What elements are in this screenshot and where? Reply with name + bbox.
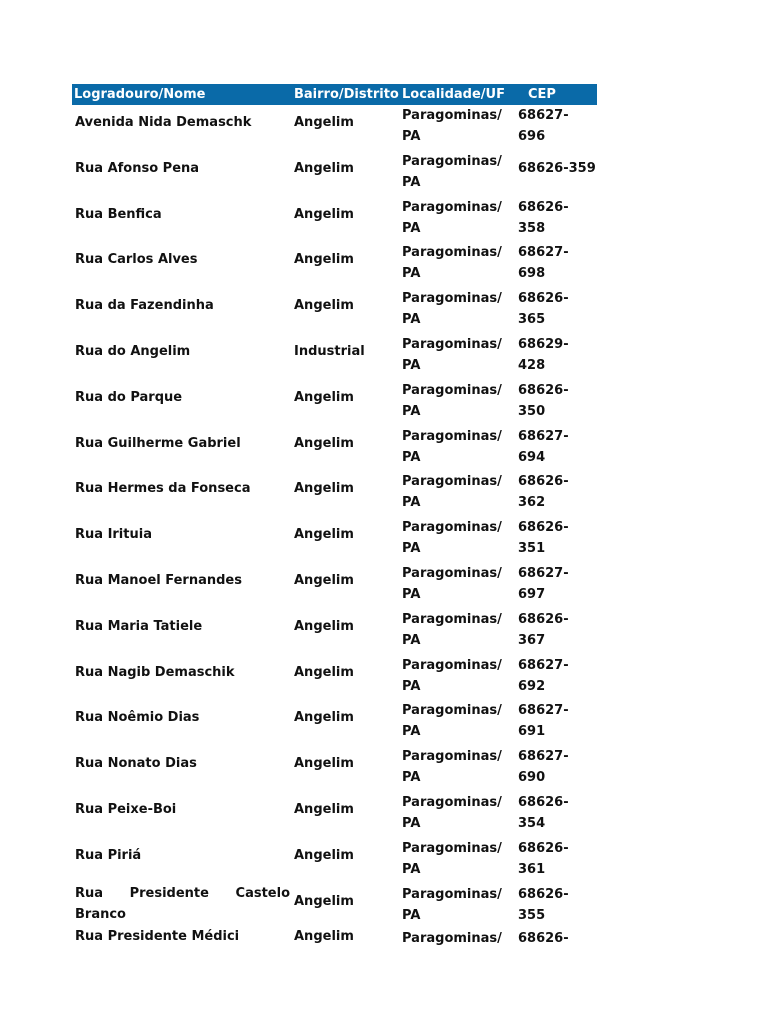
cell-bairro: Angelim <box>294 389 354 405</box>
cell-cep: 68627- 691 <box>518 703 569 740</box>
cell-localidade: Paragominas/ PA <box>402 749 502 786</box>
cell-cep: 68626-359 <box>518 160 596 176</box>
address-table <box>0 105 768 955</box>
cell-localidade: Paragominas/ PA <box>402 474 502 511</box>
cell-localidade: Paragominas/ PA <box>402 382 502 419</box>
cell-localidade: Paragominas/ PA <box>402 703 502 740</box>
cell-bairro: Angelim <box>294 710 354 726</box>
cell-cep: 68626- 354 <box>518 794 569 831</box>
cell-cep: 68626- 365 <box>518 291 569 328</box>
cell-bairro: Angelim <box>294 206 354 222</box>
cell-localidade: Paragominas/ PA <box>402 428 502 465</box>
cell-bairro: Angelim <box>294 929 354 945</box>
cell-logradouro: Rua Nagib Demaschik <box>75 664 235 680</box>
cell-bairro: Angelim <box>294 801 354 817</box>
cell-bairro: Angelim <box>294 527 354 543</box>
cell-localidade: Paragominas/ PA <box>402 245 502 282</box>
cell-localidade: Paragominas/ PA <box>402 657 502 694</box>
table-row <box>0 792 768 838</box>
table-row <box>0 197 768 243</box>
table-row <box>0 334 768 380</box>
cell-cep: 68626- 355 <box>518 886 569 923</box>
cell-localidade: Paragominas/ PA <box>402 291 502 328</box>
cell-logradouro: Rua da Fazendinha <box>75 298 214 314</box>
table-row <box>0 288 768 334</box>
cell-bairro: Angelim <box>294 435 354 451</box>
cell-cep: 68627- 692 <box>518 657 569 694</box>
cell-bairro: Angelim <box>294 160 354 176</box>
table-row <box>0 517 768 563</box>
cell-bairro: Angelim <box>294 893 354 909</box>
header-logradouro: Logradouro/Nome <box>74 87 206 102</box>
cell-logradouro: Rua Benfica <box>75 206 162 222</box>
cell-bairro: Angelim <box>294 481 354 497</box>
cell-bairro: Angelim <box>294 847 354 863</box>
table-row <box>0 838 768 884</box>
cell-bairro: Angelim <box>294 252 354 268</box>
cell-logradouro: Rua do Parque <box>75 389 183 405</box>
cell-localidade: Paragominas/ PA <box>402 565 502 602</box>
table-row <box>0 563 768 609</box>
header-bairro: Bairro/Distrito <box>294 87 399 102</box>
table-row <box>0 609 768 655</box>
cell-bairro: Angelim <box>294 664 354 680</box>
cell-bairro: Angelim <box>294 115 354 130</box>
table-row <box>0 471 768 517</box>
cell-cep: 68626- 351 <box>518 520 569 557</box>
cell-logradouro: Rua Nonato Dias <box>75 756 197 772</box>
table-row <box>0 655 768 701</box>
cell-cep: 68627- 698 <box>518 245 569 282</box>
cell-bairro: Angelim <box>294 618 354 634</box>
cell-localidade: Paragominas/ PA <box>402 199 502 236</box>
cell-logradouro: Rua Afonso Pena <box>75 160 200 176</box>
cell-cep: 68626- <box>518 931 569 947</box>
table-header <box>72 84 597 105</box>
cell-localidade: Paragominas/ PA <box>402 794 502 831</box>
cell-logradouro: Rua do Angelim <box>75 343 191 359</box>
cell-cep: 68627- 694 <box>518 428 569 465</box>
cell-cep: 68626- 350 <box>518 382 569 419</box>
table-row <box>0 700 768 746</box>
cell-logradouro: Rua Irituia <box>75 527 152 543</box>
cell-cep: 68627- 690 <box>518 749 569 786</box>
cell-logradouro: Rua Manoel Fernandes <box>75 572 242 588</box>
cell-logradouro: Rua Maria Tatiele <box>75 618 203 634</box>
cell-localidade: Paragominas/ PA <box>402 520 502 557</box>
table-row <box>0 242 768 288</box>
cell-localidade: Paragominas/ PA <box>402 336 502 373</box>
cell-bairro: Angelim <box>294 756 354 772</box>
cell-logradouro: Rua Guilherme Gabriel <box>75 435 241 451</box>
cell-localidade: Paragominas/ <box>402 931 502 947</box>
cell-logradouro: Rua Piriá <box>75 847 142 863</box>
cell-localidade: Paragominas/ PA <box>402 153 502 190</box>
cell-bairro: Industrial <box>294 343 365 359</box>
cell-bairro: Angelim <box>294 572 354 588</box>
cell-cep: 68626- 358 <box>518 199 569 236</box>
cell-cep: 68626- 362 <box>518 474 569 511</box>
table-row <box>0 380 768 426</box>
cell-localidade: Paragominas/ PA <box>402 840 502 877</box>
cell-logradouro: Rua Noêmio Dias <box>75 710 200 726</box>
table-row <box>0 151 768 197</box>
cell-logradouro: Rua Peixe-Boi <box>75 801 177 817</box>
cell-cep: 68627- 697 <box>518 565 569 602</box>
table-row <box>0 105 768 151</box>
cell-logradouro: Rua Carlos Alves <box>75 252 198 268</box>
cell-logradouro: Rua Presidente Médici <box>75 929 240 945</box>
table-row <box>0 746 768 792</box>
cell-localidade: Paragominas/ PA <box>402 108 502 144</box>
header-cep: CEP <box>528 87 556 102</box>
cell-localidade: Paragominas/ PA <box>402 611 502 648</box>
cell-logradouro: Avenida Nida Demaschk <box>75 115 252 130</box>
cell-logradouro: Rua Presidente Castelo Branco <box>75 885 290 922</box>
cell-bairro: Angelim <box>294 298 354 314</box>
header-localidade: Localidade/UF <box>402 87 505 102</box>
table-row <box>0 426 768 472</box>
cell-cep: 68626- 361 <box>518 840 569 877</box>
cell-cep: 68626- 367 <box>518 611 569 648</box>
cell-localidade: Paragominas/ PA <box>402 886 502 923</box>
cell-cep: 68629- 428 <box>518 336 569 373</box>
table-row <box>0 907 768 955</box>
cell-cep: 68627- 696 <box>518 108 569 144</box>
cell-logradouro: Rua Hermes da Fonseca <box>75 481 251 497</box>
